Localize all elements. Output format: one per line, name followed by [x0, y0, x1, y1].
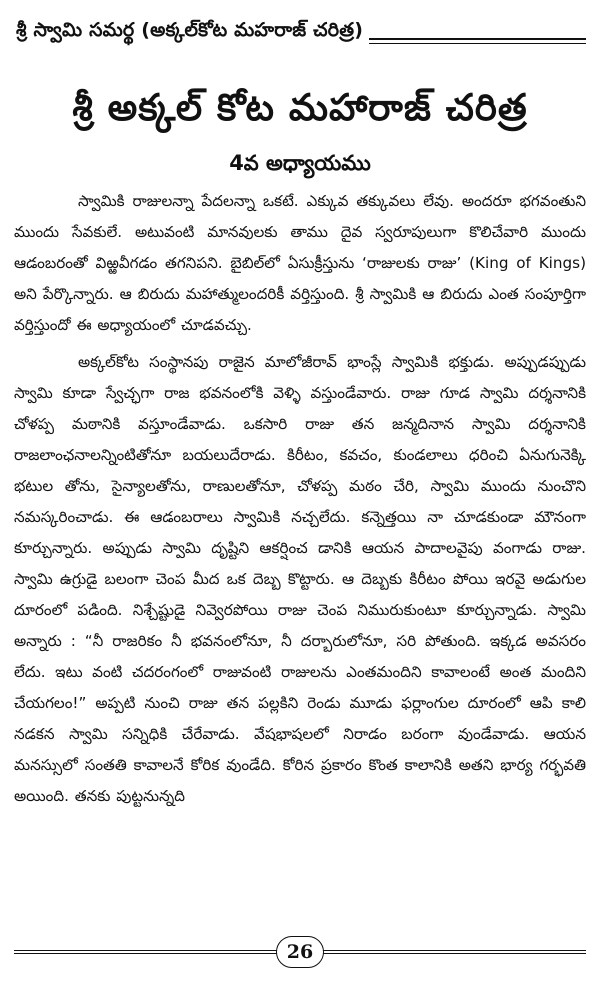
- running-header-rule-area: [363, 8, 586, 48]
- paragraph: అక్కల్‌కోట సంస్థానపు రాజైన మాలోజీరావ్ భాంస్లే స్వామికి భక్తుడు. అప్పుడప్పుడు స్వామి కూడా స్వేచ్ఛగా రాజ భవనంలోకి వెళ్ళి వస్తుండేవారు. రాజు గూడ స్వామి దర్శనానికి చోళప్ప మఠానికి వస్తూండేవాడు. ఒకసారి రాజు తన జన్మదినాన స్వామి దర్శనానికి రాజలాంఛనాలన్నింటితోనూ బయలుదేరాడు. కిరీటం, కవచం, కుండలాలు ధరించి ఏనుగునెక్కి భటుల తోను, సైన్యాలతోను, రాణులతోనూ, చోళప్ప మఠం చేరి, స్వామి ముందు నుంచొని నమస్కరించాడు. ఈ ఆడంబరాలు స్వామికి నచ్చలేదు. కన్నెత్తయి నా చూడకుండా మౌనంగా కూర్చున్నారు. అప్పుడు స్వామి దృష్టిని ఆకర్షించ డానికి ఆయన పాదాలవైపు వంగాడు రాజు. స్వామి ఉగ్రుడై బలంగా చెంప మీద ఒక దెబ్బ కొట్టారు. ఆ దెబ్బకు కిరీటం పోయి ఇరవై అడుగుల దూరంలో పడింది. నిశ్చేష్టుడై నివ్వెరపోయి రాజు చెంప నిమురుకుంటూ కూర్చున్నాడు. స్వామి అన్నారు : “నీ రాజరికం నీ భవనంలోనూ, నీ దర్బారులోనూ, సరి పోతుంది. ఇక్కడ అవసరం లేదు. ఇటు వంటి చదరంగంలో రాజువంటి రాజులను ఎంతమందిని కావాలంటే అంత మందిని చేయగలం!” అప్పటి నుంచి రాజు తన పల్లకిని రెండు మూడు ఫర్లాంగుల దూరంలో ఆపి కాలి నడకన స్వామి సన్నిధికి చేరేవాడు. వేషభాషలలో నిరాడం బరంగా వుండేవాడు. ఆయన మనస్సులో సంతతి కావాలనే కోరిక వుండేది. కోరిన ప్రకారం కొంత కాలానికి అతని భార్య గర్భవతి అయింది. తనకు పుట్టనున్నది: [14, 353, 586, 805]
- chapter-title: శ్రీ అక్కల్ కోట మహారాజ్ చరిత్ర: [72, 86, 528, 129]
- running-header-title: శ్రీ స్వామి సమర్థ (అక్కల్‌కోట మహరాజ్ చరిత్ర): [16, 19, 364, 41]
- body-text: [14, 186, 586, 812]
- running-header: [14, 8, 586, 48]
- page-footer: [14, 934, 586, 974]
- page-number: 26: [276, 936, 324, 968]
- paragraph: స్వామికి రాజులన్నా పేదలన్నా ఒకటే. ఎక్కువ తక్కువలు లేవు. అందరూ భగవంతుని ముందు సేవకులే. అటువంటి మానవులకు తాము దైవ స్వరూపులుగా కొలిచేవారి ముందు ఆడంబరంతో విఱ్ఱవీగడం తగనిపని. బైబిల్‌లో ఏసుక్రీస్తును ‘రాజులకు రాజు’ (King of Kings) అని పేర్కొన్నారు. ఆ బిరుదు మహాత్ములందరికీ వర్తిస్తుంది. శ్రీ స్వామికి ఆ బిరుదు ఎంత సంపూర్తిగా వర్తిస్తుందో ఈ అధ్యాయంలో చూడవచ్చు.: [14, 192, 586, 334]
- chapter-subtitle: 4వ అధ్యాయము: [229, 151, 371, 175]
- header-rule: [369, 38, 586, 44]
- book-page: [14, 8, 586, 988]
